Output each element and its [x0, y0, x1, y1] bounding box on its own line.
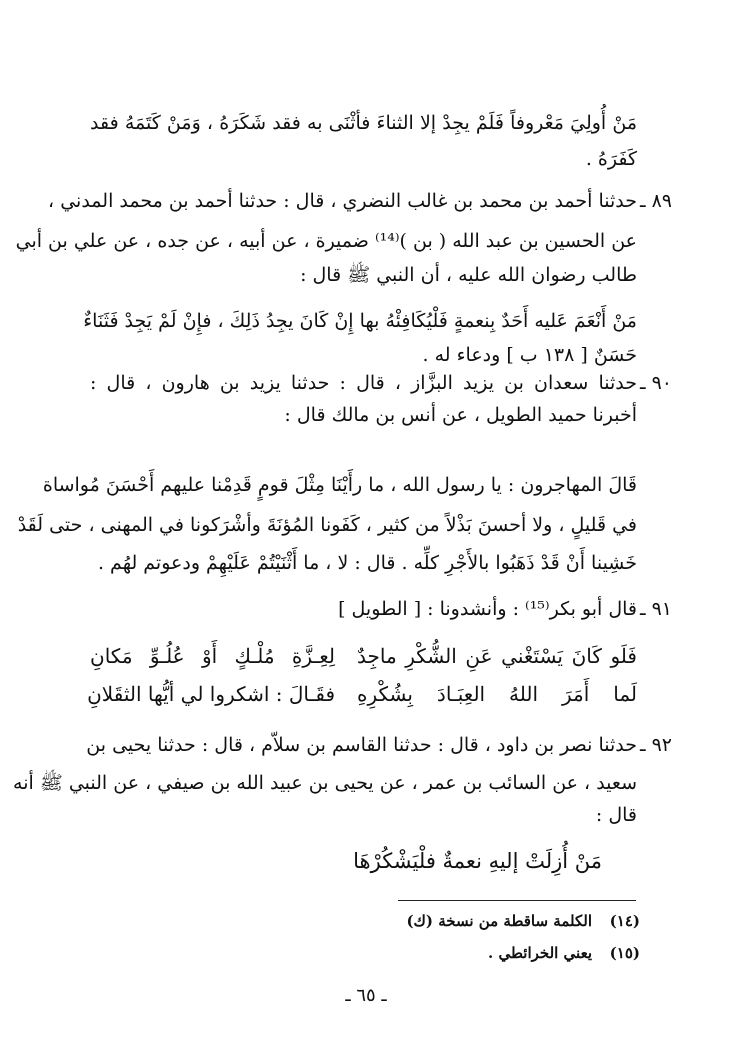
hadith-90-number: ٩٠ ـ: [639, 372, 672, 394]
verse-1-second-hemistich: لِعِـزَّةِ مُلْـكٍ أَوْ عُلُـوِّ مَكانِ: [90, 644, 335, 668]
hadith-90-isnad-line-2: أخبرنا حميد الطويل ، عن أنس بن مالك قال :: [284, 404, 637, 426]
hadith-91-intro: قال أبو بكر⁽¹⁵⁾ : وأنشدونا : [ الطويل ]: [338, 598, 637, 620]
hadith-88-text-line-1: مَنْ أُولِيَ مَعْروفاً فَلَمْ يجِدْ إلا الثناءَ فأثْنَى به فقد شَكَرَهُ ، وَمَنْ كَتَمَهُ فقد: [90, 112, 637, 134]
hadith-89-number: ٨٩ ـ: [639, 190, 672, 212]
hadith-89-matn-line-1: مَنْ أَنْعَمَ عَليه أَحَدٌ بِنعمةٍ فَلْيُكَافِئْهُ بها إِنْ كَانَ يجِدُ ذَلِكَ ، فإِنْ لَمْ يَجِدْ فَثَنَاءٌ: [83, 310, 637, 332]
footnote-15-text: يعني الخرائطي .: [488, 944, 592, 962]
hadith-92-isnad-line-2: سعيد ، عن السائب بن عمر ، عن يحيى بن عبيد الله بن صيفي ، عن النبي ﷺ أنه: [13, 772, 637, 794]
page-number: ـ ٦٥ ـ: [345, 985, 387, 1006]
hadith-88-text-line-2: كَفَرَهُ .: [585, 148, 637, 170]
verse-2-second-hemistich: فقَـالَ : اشكروا لي أيُّها الثقَلانِ: [87, 682, 335, 706]
hadith-90-matn-line-2: في قَليلٍ ، ولا أحسنَ بَذْلاً من كثير ، كَفَونا المُؤنَةَ وأشْرَكونا في المهنى ، حتى لَقَدْ: [17, 514, 637, 536]
hadith-90-isnad-line-1: حدثنا سعدان بن يزيد البزَّاز ، قال : حدثنا يزيد بن هارون ، قال :: [90, 372, 637, 394]
hadith-92-number: ٩٢ ـ: [639, 734, 672, 756]
hadith-89-isnad-line-2: عن الحسين بن عبد الله ( بن )⁽¹⁴⁾ ضميرة ، عن أبيه ، عن جده ، عن علي بن أبي: [15, 230, 637, 252]
hadith-89-isnad-line-1: حدثنا أحمد بن محمد بن غالب النضري ، قال : حدثنا أحمد بن محمد المدني ،: [48, 190, 637, 212]
verse-1-first-hemistich: فَلَو كَانَ يَسْتَغْني عَنِ الشُّكْرِ ماجِدٌ: [357, 644, 637, 668]
hadith-92-isnad-line-1: حدثنا نصر بن داود ، قال : حدثنا القاسم بن سلاّم ، قال : حدثنا يحيى بن: [86, 734, 637, 756]
hadith-92-isnad-line-3: قال :: [595, 804, 637, 826]
footnote-14-text: الكلمة ساقطة من نسخة (ك): [406, 912, 592, 930]
hadith-89-isnad-line-3: طالب رضوان الله عليه ، أن النبي ﷺ قال :: [300, 264, 637, 286]
footnote-separator: [398, 900, 636, 901]
footnote-14-number: (١٤): [609, 912, 640, 930]
hadith-91-number: ٩١ ـ: [639, 598, 672, 620]
footnote-15-number: (١٥): [609, 944, 640, 962]
hadith-89-matn-line-2: حَسَنٌ [ ١٣٨ ب ] ودعاء له .: [422, 344, 637, 366]
verse-2-first-hemistich: لَما أَمَرَ اللهُ العِبَـادَ بِشُكْرِهِ: [357, 682, 637, 706]
hadith-90-matn-line-3: خَشِينا أَنْ قَدْ ذَهَبُوا بالأَجْرِ كلِّه . قال : لا ، ما أَثْنَيْتُمْ عَلَيْهِمْ ودعوتم لهُم .: [97, 552, 637, 574]
hadith-90-matn-line-1: قَالَ المهاجرون : يا رسول الله ، ما رأَيْنَا مِثْلَ قومٍ قَدِمْنا عليهم أَحْسَنَ مُواساة: [42, 474, 637, 496]
hadith-92-matn: مَنْ أُزِلَتْ إليهِ نعمةٌ فلْيَشْكُرْهَا: [353, 849, 602, 873]
